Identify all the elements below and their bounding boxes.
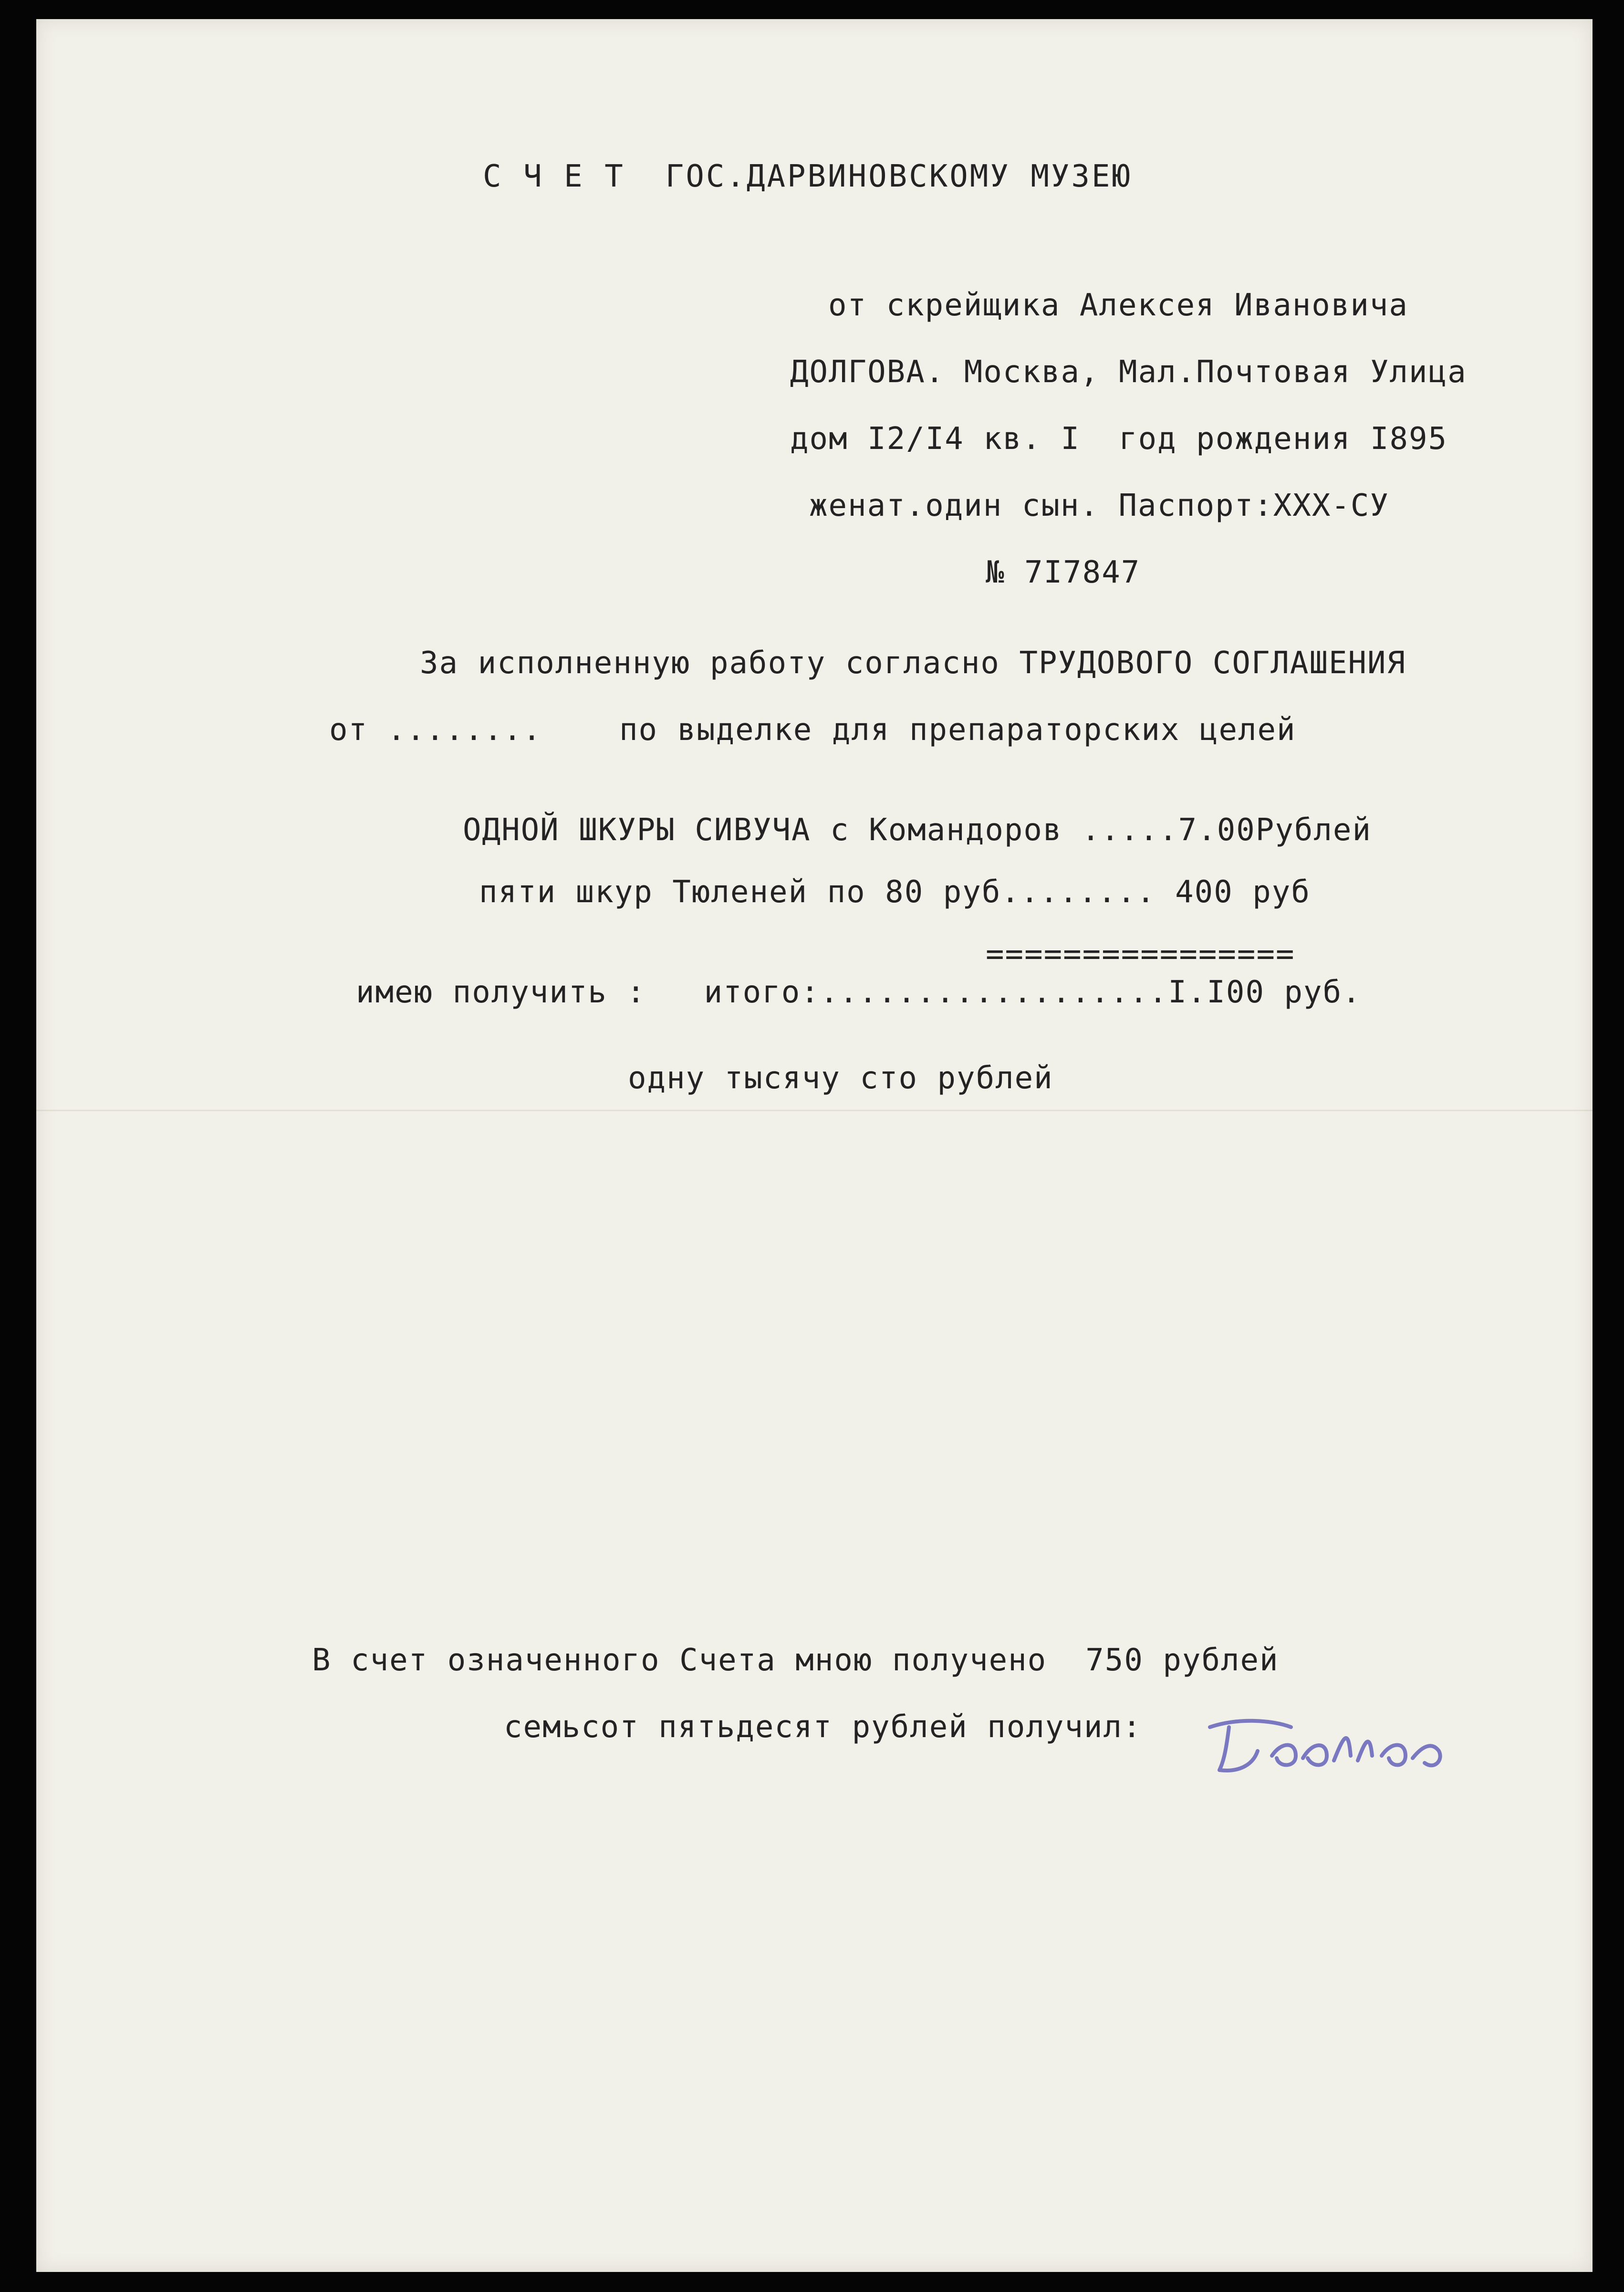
total-in-words: одну тысячу сто рублей [628,1061,1053,1096]
sender-line-3: дом I2/I4 кв. I год рождения I895 [790,421,1448,457]
paper-sheet [36,19,1593,2272]
body-line-1: За исполненную работу согласно ТРУДОВОГО СОГЛАШЕНИЯ [420,646,1406,681]
document-title: С Ч Е Т ГОС.ДАРВИНОВСКОМУ МУЗЕЮ [483,159,1132,194]
sender-line-1: от скрейщика Алексея Ивановича [828,288,1408,323]
sender-line-4: женат.один сын. Паспорт:XXX-СУ [809,488,1389,523]
item-line-2: пяти шкур Тюленей по 80 руб........ 400 руб [479,875,1311,910]
item-line-1: ОДНОЙ ШКУРЫ СИВУЧА с Командоров .....7.00Рублей [463,813,1372,848]
handwritten-signature [1200,1708,1468,1784]
total-line: имею получить : итого:..................I.I00 руб. [356,975,1362,1010]
total-rule: ================ [986,937,1295,972]
receipt-line-2: семьсот пятьдесят рублей получил: [504,1709,1142,1745]
body-line-2: от ........ по выделке для препараторских целей [329,712,1296,748]
fold-line [36,1110,1593,1111]
receipt-line-1: В счет означенного Счета мною получено 750 рублей [312,1643,1279,1678]
passport-number: № 7I7847 [986,555,1141,590]
sender-line-2: ДОЛГОВА. Москва, Мал.Почтовая Улица [790,354,1467,390]
